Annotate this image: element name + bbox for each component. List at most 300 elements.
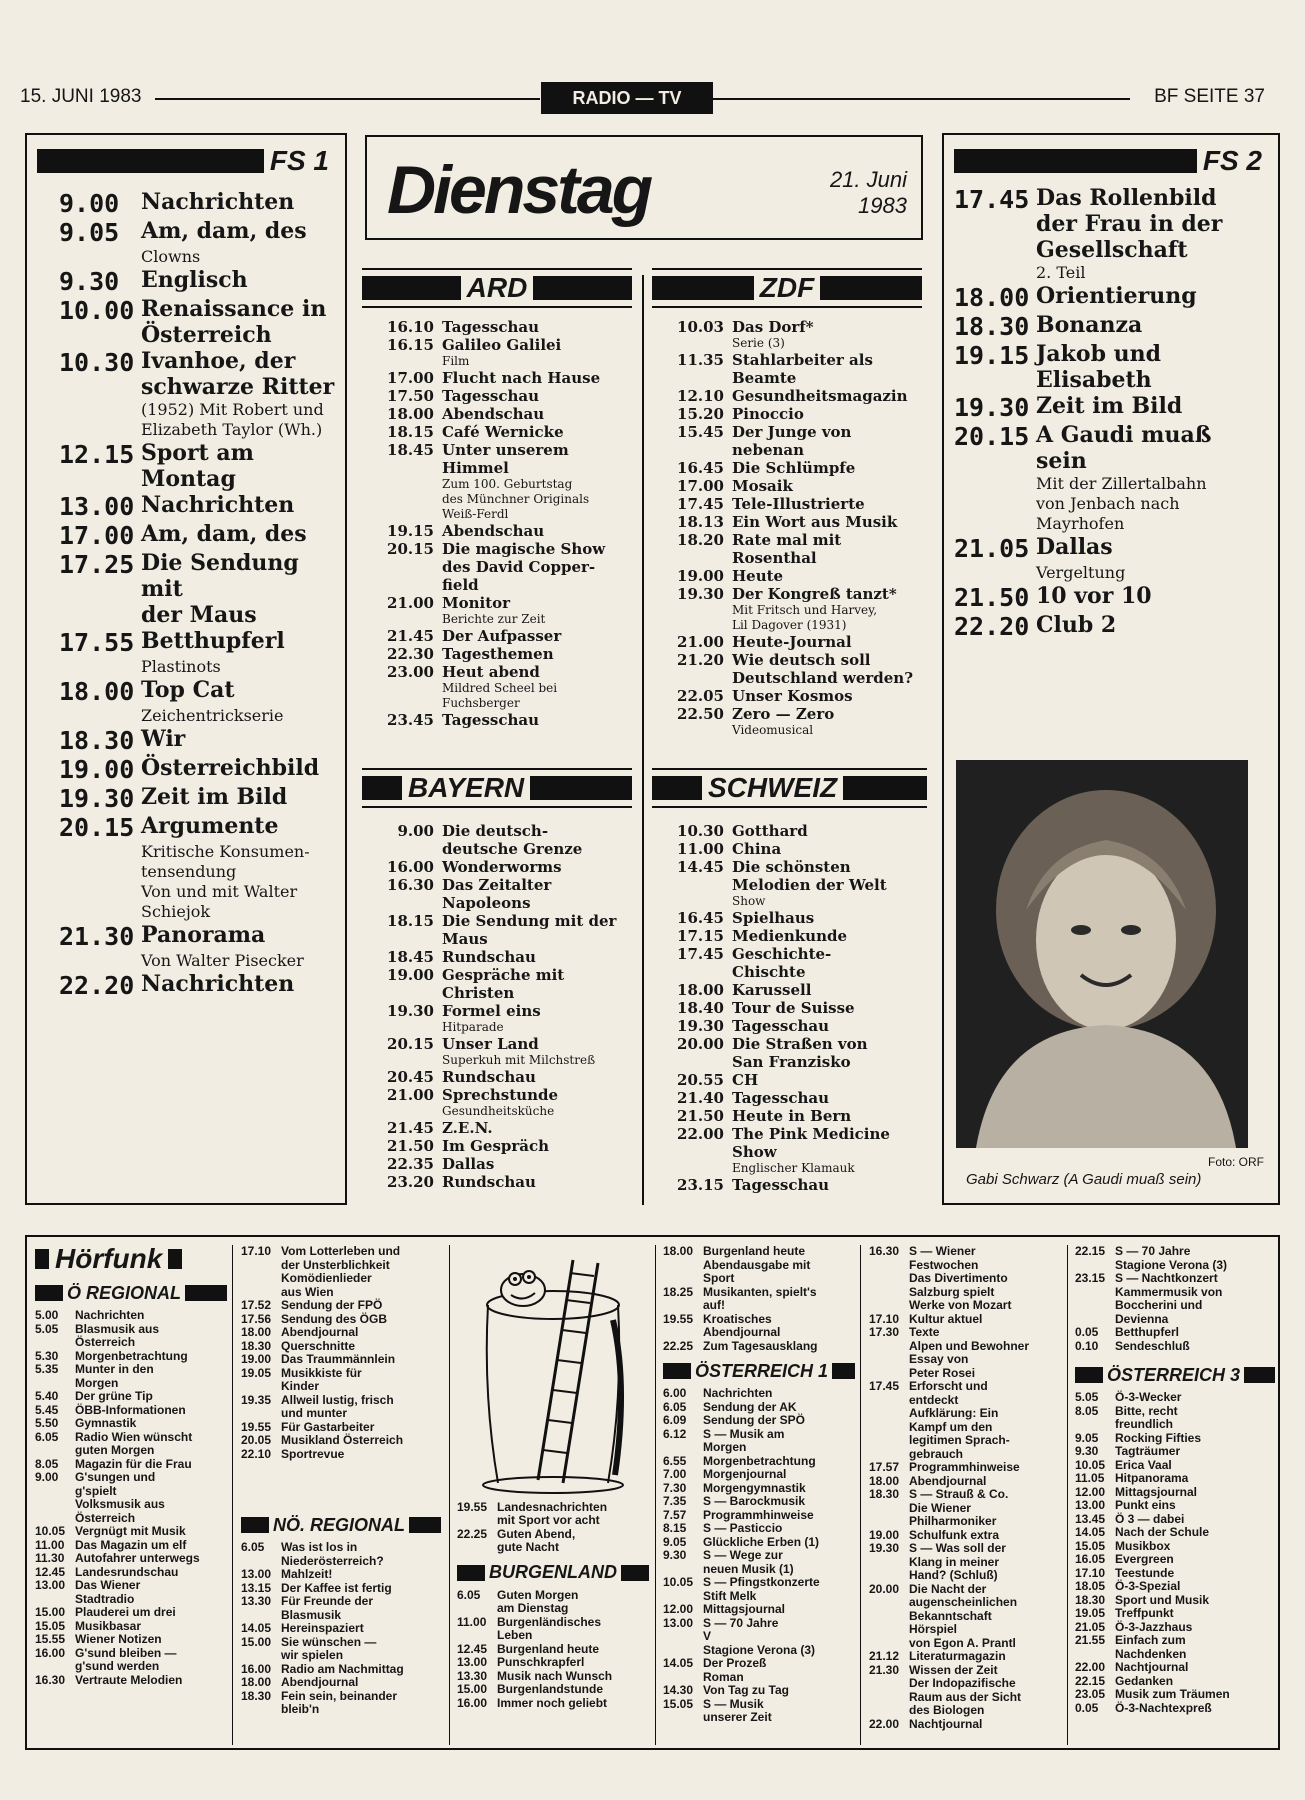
program-title: Top Cat xyxy=(141,677,235,703)
program-title: Heute-Journal xyxy=(732,633,852,651)
list-item xyxy=(652,651,922,687)
schedule-time: 13.00 xyxy=(457,1655,488,1669)
list-item xyxy=(869,1542,1061,1583)
program-title: Das Wiener xyxy=(75,1578,141,1592)
list-item xyxy=(652,1035,927,1071)
list-item xyxy=(362,369,632,387)
list-item xyxy=(362,1155,632,1173)
program-title: g'sund werden xyxy=(75,1659,160,1673)
list-item xyxy=(663,1286,855,1313)
schedule-time: 21.00 xyxy=(677,633,724,651)
list-item xyxy=(869,1650,1061,1664)
list-item xyxy=(1075,1661,1275,1675)
list-item xyxy=(663,1603,855,1617)
program-title: Rundschau xyxy=(442,1173,536,1191)
list-item xyxy=(362,711,632,729)
schedule-time: 9.05 xyxy=(1075,1430,1099,1445)
list-item xyxy=(35,1390,227,1404)
program-title: Melodien der Welt xyxy=(732,876,887,894)
schedule-time: 6.00 xyxy=(663,1386,687,1400)
schedule-time: 0.10 xyxy=(1075,1338,1099,1353)
program-title: Österreich xyxy=(141,322,272,348)
list-item xyxy=(59,784,335,813)
burgenland-late xyxy=(663,1245,855,1353)
schedule-time: 0.05 xyxy=(1075,1700,1099,1715)
program-title: S — Musik xyxy=(703,1696,764,1711)
program-title: Niederösterreich? xyxy=(281,1553,384,1568)
schedule-time: 13.00 xyxy=(59,492,135,521)
program-title: Rocking Fifties xyxy=(1115,1430,1202,1445)
zdf-header xyxy=(652,270,922,306)
schedule-time: 17.10 xyxy=(241,1244,272,1258)
list-item xyxy=(59,726,335,755)
schedule-time: 15.45 xyxy=(677,423,724,441)
list-item xyxy=(652,1107,927,1125)
schedule-time: 18.00 xyxy=(59,677,135,706)
list-item xyxy=(35,1363,227,1390)
schedule-time: 20.00 xyxy=(869,1581,900,1596)
program-title: San Franzisko xyxy=(732,1053,851,1071)
program-title: Morgen xyxy=(703,1440,747,1454)
program-title: Abendschau xyxy=(442,522,545,540)
schedule-time: 9.05 xyxy=(663,1534,687,1549)
program-title: Musikbox xyxy=(1115,1538,1171,1553)
schedule-time: 5.05 xyxy=(1075,1390,1099,1404)
schedule-time: 18.30 xyxy=(869,1487,900,1501)
program-title: Philharmoniker xyxy=(909,1514,997,1528)
list-item xyxy=(59,813,335,922)
program-title: Erforscht und xyxy=(909,1379,988,1393)
program-title: Raum aus der Sicht xyxy=(909,1689,1022,1704)
program-subtitle: Lil Dagover (1931) xyxy=(732,618,847,632)
program-title: gute Nacht xyxy=(497,1540,560,1554)
list-item xyxy=(954,583,1268,612)
program-title: Programmhinweise xyxy=(703,1507,814,1522)
program-title: Teestunde xyxy=(1115,1565,1175,1580)
list-item xyxy=(1075,1513,1275,1527)
program-title: Essay von xyxy=(909,1352,969,1366)
program-title: Heut abend xyxy=(442,663,540,681)
list-item xyxy=(35,1633,227,1647)
schedule-time: 18.45 xyxy=(387,948,434,966)
program-title: S — Barockmusik xyxy=(703,1494,806,1508)
program-title: Wir xyxy=(141,726,186,752)
list-item xyxy=(652,513,922,531)
schedule-time: 19.55 xyxy=(663,1311,694,1326)
schedule-time: 18.20 xyxy=(677,531,724,549)
schedule-time: 13.00 xyxy=(663,1615,694,1630)
schedule-time: 17.25 xyxy=(59,550,135,579)
list-item xyxy=(362,1002,632,1035)
program-title: 10 vor 10 xyxy=(1036,583,1152,609)
hoerfunk-col-1 xyxy=(35,1243,227,1687)
fs2-header xyxy=(954,143,1268,179)
program-title: Morgen xyxy=(75,1375,119,1390)
schedule-time: 23.05 xyxy=(1075,1687,1106,1701)
schedule-time: 10.30 xyxy=(677,822,724,840)
schedule-time: 20.00 xyxy=(677,1035,724,1053)
program-title: S — Nachtkonzert xyxy=(1115,1271,1218,1285)
list-item xyxy=(241,1245,441,1299)
program-title: Landesnachrichten xyxy=(497,1499,608,1514)
schedule-time: 19.55 xyxy=(241,1419,272,1434)
program-title: Monitor xyxy=(442,594,511,612)
list-item xyxy=(362,441,632,522)
schedule-time: 5.45 xyxy=(35,1402,59,1417)
program-title: Literaturmagazin xyxy=(909,1649,1006,1663)
list-item xyxy=(652,945,927,981)
schedule-time: 9.30 xyxy=(663,1548,687,1562)
list-item xyxy=(457,1616,649,1643)
schedule-time: 22.25 xyxy=(663,1338,694,1353)
program-title: field xyxy=(442,576,479,594)
schedule-time: 18.30 xyxy=(241,1338,272,1353)
list-item xyxy=(59,755,335,784)
program-subtitle: Mayrhofen xyxy=(1036,514,1125,533)
photo-caption: Gabi Schwarz (A Gaudi muaß sein) xyxy=(966,1171,1202,1188)
program-title: CH xyxy=(732,1071,759,1089)
program-title: Fein sein, beinander xyxy=(281,1688,398,1703)
schedule-time: 7.57 xyxy=(663,1507,687,1522)
schweiz-panel xyxy=(652,768,927,1194)
schedule-time: 18.30 xyxy=(241,1688,272,1703)
schedule-time: 13.00 xyxy=(1075,1498,1106,1512)
program-title: sein xyxy=(1036,448,1087,474)
zdf-schedule xyxy=(652,318,922,738)
schedule-time: 10.05 xyxy=(35,1524,66,1538)
list-item xyxy=(1075,1540,1275,1554)
list-item xyxy=(652,687,922,705)
hoerfunk-col-3 xyxy=(457,1245,649,1710)
program-title: Die magische Show xyxy=(442,540,606,558)
program-title: Formel eins xyxy=(442,1002,541,1020)
program-subtitle: Show xyxy=(732,894,766,908)
program-title: freundlich xyxy=(1115,1417,1174,1431)
hoerfunk-title: Hörfunk xyxy=(55,1243,163,1274)
program-title: legitimen Sprach- xyxy=(909,1433,1010,1447)
program-title: Hereinspaziert xyxy=(281,1621,364,1635)
program-title: Nachdenken xyxy=(1115,1646,1187,1661)
list-item xyxy=(869,1461,1061,1475)
list-item xyxy=(869,1664,1061,1718)
program-title: Gesellschaft xyxy=(1036,237,1188,263)
schedule-time: 21.50 xyxy=(677,1107,724,1125)
program-title: Hitpanorama xyxy=(1115,1471,1189,1485)
schedule-time: 8.15 xyxy=(663,1521,687,1535)
list-item xyxy=(457,1656,649,1670)
program-title: Der Aufpasser xyxy=(442,627,562,645)
schedule-time: 18.00 xyxy=(869,1473,900,1488)
program-title: Roman xyxy=(703,1669,744,1684)
schedule-time: 18.00 xyxy=(241,1675,272,1689)
program-title: Sendung des ÖGB xyxy=(281,1311,388,1326)
program-title: am Dienstag xyxy=(497,1601,569,1615)
program-title: G'sund bleiben — xyxy=(75,1645,177,1660)
schedule-time: 5.05 xyxy=(35,1321,59,1336)
schedule-time: 13.15 xyxy=(241,1580,272,1595)
hoerfunk-title-row xyxy=(35,1243,227,1275)
program-subtitle: Kritische Konsumen- xyxy=(141,842,310,861)
list-item xyxy=(663,1522,855,1536)
list-item xyxy=(241,1568,441,1582)
program-title: S — Strauß & Co. xyxy=(909,1487,1009,1501)
program-title: Tagesschau xyxy=(732,1017,830,1035)
program-title: g'spielt xyxy=(75,1483,117,1498)
schedule-time: 15.00 xyxy=(241,1634,272,1649)
program-title: Tele-Illustrierte xyxy=(732,495,865,513)
program-subtitle: (1952) Mit Robert und xyxy=(141,400,324,419)
schedule-time: 18.45 xyxy=(387,441,434,459)
column-divider xyxy=(642,275,644,1205)
fs1-header xyxy=(37,143,335,179)
schedule-time: 18.00 xyxy=(677,981,724,999)
list-item xyxy=(652,858,927,909)
schedule-time: 19.55 xyxy=(457,1499,488,1514)
program-subtitle: Zum 100. Geburtstag xyxy=(442,477,573,491)
list-item xyxy=(663,1245,855,1286)
program-subtitle: Serie (3) xyxy=(732,336,785,350)
program-title: Devienna xyxy=(1115,1311,1169,1326)
schedule-time: 18.30 xyxy=(59,726,135,755)
schedule-time: 10.05 xyxy=(1075,1457,1106,1472)
program-title: Tagesschau xyxy=(442,711,540,729)
list-item xyxy=(663,1401,855,1415)
schedule-time: 21.05 xyxy=(954,534,1030,563)
program-title: Club 2 xyxy=(1036,612,1117,638)
program-title: Abendausgabe mit xyxy=(703,1257,811,1272)
zdf-panel xyxy=(652,268,922,738)
schedule-time: 22.20 xyxy=(59,971,135,1000)
list-item xyxy=(241,1340,441,1354)
program-title: des Biologen xyxy=(909,1703,985,1717)
program-title: des David Copper- xyxy=(442,558,596,576)
schedule-time: 16.00 xyxy=(35,1645,66,1660)
schedule-time: 22.50 xyxy=(677,705,724,723)
schedule-time: 20.05 xyxy=(241,1433,272,1447)
list-item xyxy=(362,663,632,711)
schedule-time: 9.30 xyxy=(59,267,120,296)
list-item xyxy=(1075,1245,1275,1272)
program-title: Texte xyxy=(909,1325,940,1339)
program-subtitle: Vergeltung xyxy=(1036,563,1126,582)
program-title: Der Junge von xyxy=(732,423,852,441)
schedule-time: 9.00 xyxy=(397,822,434,840)
schedule-time: 21.30 xyxy=(59,922,135,951)
schedule-time: 11.05 xyxy=(1075,1471,1105,1485)
list-item xyxy=(1075,1432,1275,1446)
fs1-schedule xyxy=(37,189,335,1000)
schedule-time: 5.00 xyxy=(35,1308,59,1322)
program-title: Zum Tagesausklang xyxy=(703,1338,818,1353)
schedule-time: 19.30 xyxy=(677,585,724,603)
schedule-time: 12.00 xyxy=(1075,1484,1106,1499)
program-title: Sportrevue xyxy=(281,1446,345,1461)
header-rule-left xyxy=(155,98,540,100)
list-item xyxy=(241,1663,441,1677)
schedule-time: 13.30 xyxy=(241,1594,272,1608)
schedule-time: 12.10 xyxy=(677,387,724,405)
schedule-time: 19.00 xyxy=(387,966,434,984)
oe-regional-evening xyxy=(241,1245,441,1461)
list-item xyxy=(1075,1567,1275,1581)
program-title: Tour de Suisse xyxy=(732,999,855,1017)
program-title: Musik nach Wunsch xyxy=(497,1668,613,1683)
fs1-panel xyxy=(25,133,347,1205)
program-title: Gesundheitsmagazin xyxy=(732,387,908,405)
day-date-2: 1983 xyxy=(858,193,907,218)
list-item xyxy=(241,1394,441,1421)
oe-regional-label: Ö REGIONAL xyxy=(67,1282,182,1303)
list-item xyxy=(35,1539,227,1553)
list-item xyxy=(35,1552,227,1566)
program-title: Die Wiener xyxy=(909,1500,971,1515)
program-title: Unser Land xyxy=(442,1035,539,1053)
list-item xyxy=(663,1698,855,1725)
list-item xyxy=(652,423,922,459)
schedule-time: 17.45 xyxy=(954,185,1030,214)
program-title: Österreich xyxy=(75,1335,136,1349)
program-title: Landesrundschau xyxy=(75,1564,179,1579)
list-item xyxy=(241,1448,441,1462)
program-subtitle: Videomusical xyxy=(732,723,814,737)
list-item xyxy=(954,534,1268,583)
schedule-time: 9.30 xyxy=(1075,1444,1099,1458)
list-item xyxy=(663,1455,855,1469)
program-title: Morgenjournal xyxy=(703,1467,787,1481)
list-item xyxy=(1075,1459,1275,1473)
list-item xyxy=(362,1068,632,1086)
schedule-time: 12.00 xyxy=(663,1602,694,1616)
schedule-time: 14.30 xyxy=(663,1683,694,1697)
program-title: Treffpunkt xyxy=(1115,1606,1174,1620)
program-title: Rate mal mit xyxy=(732,531,842,549)
noe-regional-schedule xyxy=(241,1541,441,1717)
schedule-time: 17.10 xyxy=(1075,1565,1106,1580)
program-title: Panorama xyxy=(141,922,266,948)
program-title: Christen xyxy=(442,984,515,1002)
program-title: Vom Lotterleben und xyxy=(281,1244,401,1258)
program-title: Karussell xyxy=(732,981,812,999)
oe1-night-schedule xyxy=(1075,1245,1275,1353)
oe3-label: ÖSTERREICH 3 xyxy=(1107,1364,1241,1385)
program-title: Mahlzeit! xyxy=(281,1567,333,1581)
program-title: Komödienlieder xyxy=(281,1271,372,1285)
list-item xyxy=(35,1471,227,1525)
schedule-time: 14.05 xyxy=(1075,1525,1106,1539)
schedule-time: 17.30 xyxy=(869,1325,900,1339)
program-title: Nachrichten xyxy=(75,1308,145,1322)
program-title: augenscheinlichen xyxy=(909,1595,1018,1609)
fs2-panel xyxy=(942,133,1280,1205)
schedule-time: 16.45 xyxy=(677,459,724,477)
list-item xyxy=(1075,1445,1275,1459)
burgenland-schedule xyxy=(457,1589,649,1711)
schedule-time: 21.20 xyxy=(677,651,724,669)
noe-regional-header xyxy=(241,1513,441,1537)
program-title: Das Magazin um elf xyxy=(75,1537,187,1552)
program-title: Ö 3 — dabei xyxy=(1115,1511,1185,1526)
list-item xyxy=(954,341,1268,393)
program-title: Munter in den xyxy=(75,1362,154,1376)
list-item xyxy=(652,387,922,405)
program-title: nebenan xyxy=(732,441,805,459)
schedule-time: 18.00 xyxy=(387,405,434,423)
program-title: Das Traummännlein xyxy=(281,1352,396,1366)
program-title: neuen Musik (1) xyxy=(703,1561,794,1576)
program-subtitle: Mildred Scheel bei xyxy=(442,681,558,695)
list-item xyxy=(362,318,632,336)
program-title: Stagione Verona (3) xyxy=(703,1642,816,1657)
program-title: A Gaudi muaß xyxy=(1036,422,1212,448)
schedule-time: 16.15 xyxy=(387,336,434,354)
list-item xyxy=(869,1718,1061,1732)
program-title: Burgenländisches xyxy=(497,1614,602,1629)
schedule-time: 18.00 xyxy=(241,1325,272,1339)
cartoon-frog-ladder-illustration xyxy=(463,1245,643,1495)
schedule-time: 22.00 xyxy=(1075,1660,1106,1674)
portrait-image xyxy=(956,760,1248,1148)
program-title: Mittagsjournal xyxy=(1115,1484,1198,1499)
fs2-schedule xyxy=(954,185,1268,641)
bayern-panel xyxy=(362,768,632,1191)
list-item xyxy=(954,312,1268,341)
schedule-time: 21.40 xyxy=(677,1089,724,1107)
schedule-time: 15.05 xyxy=(663,1696,694,1711)
list-item xyxy=(241,1690,441,1717)
schedule-time: 18.25 xyxy=(663,1284,694,1299)
program-title: Das Rollenbild xyxy=(1036,185,1217,211)
list-item xyxy=(652,1017,927,1035)
program-title: Mittagsjournal xyxy=(703,1602,786,1616)
schedule-time: 7.35 xyxy=(663,1494,687,1508)
program-subtitle: Mit der Zillertalbahn xyxy=(1036,474,1207,493)
program-title: Jakob und xyxy=(1036,341,1161,367)
program-title: Argumente xyxy=(141,813,279,839)
list-item xyxy=(663,1340,855,1354)
ard-panel xyxy=(362,268,632,729)
schedule-time: 9.00 xyxy=(35,1470,59,1484)
list-item xyxy=(362,540,632,594)
list-item xyxy=(652,531,922,567)
program-title: Kroatisches xyxy=(703,1311,772,1326)
program-title: Abendjournal xyxy=(909,1473,987,1488)
schedule-time: 19.30 xyxy=(387,1002,434,1020)
program-title: S — Musik am xyxy=(703,1426,785,1441)
schedule-time: 22.00 xyxy=(677,1125,724,1143)
program-title: Heute xyxy=(732,567,784,585)
ard-schedule xyxy=(362,318,632,729)
header-date: 15. JUNI 1983 xyxy=(20,86,142,107)
schedule-time: 23.15 xyxy=(677,1176,724,1194)
day-name: Dienstag xyxy=(387,152,651,228)
program-title: Geschichte- xyxy=(732,945,832,963)
list-item xyxy=(35,1606,227,1620)
list-item xyxy=(241,1326,441,1340)
program-title: Von Tag zu Tag xyxy=(703,1683,789,1697)
schedule-time: 19.00 xyxy=(869,1527,900,1542)
program-title: Stadtradio xyxy=(75,1591,135,1606)
list-item xyxy=(241,1636,441,1663)
schedule-time: 20.15 xyxy=(59,813,135,842)
program-title: Der grüne Tip xyxy=(75,1389,153,1403)
list-item xyxy=(663,1617,855,1658)
schweiz-schedule xyxy=(652,822,927,1194)
schedule-time: 6.12 xyxy=(663,1426,687,1441)
hoerfunk-col-4 xyxy=(663,1245,855,1725)
list-item xyxy=(652,351,922,387)
program-title: aus Wien xyxy=(281,1284,334,1299)
program-title: Die deutsch- xyxy=(442,822,549,840)
